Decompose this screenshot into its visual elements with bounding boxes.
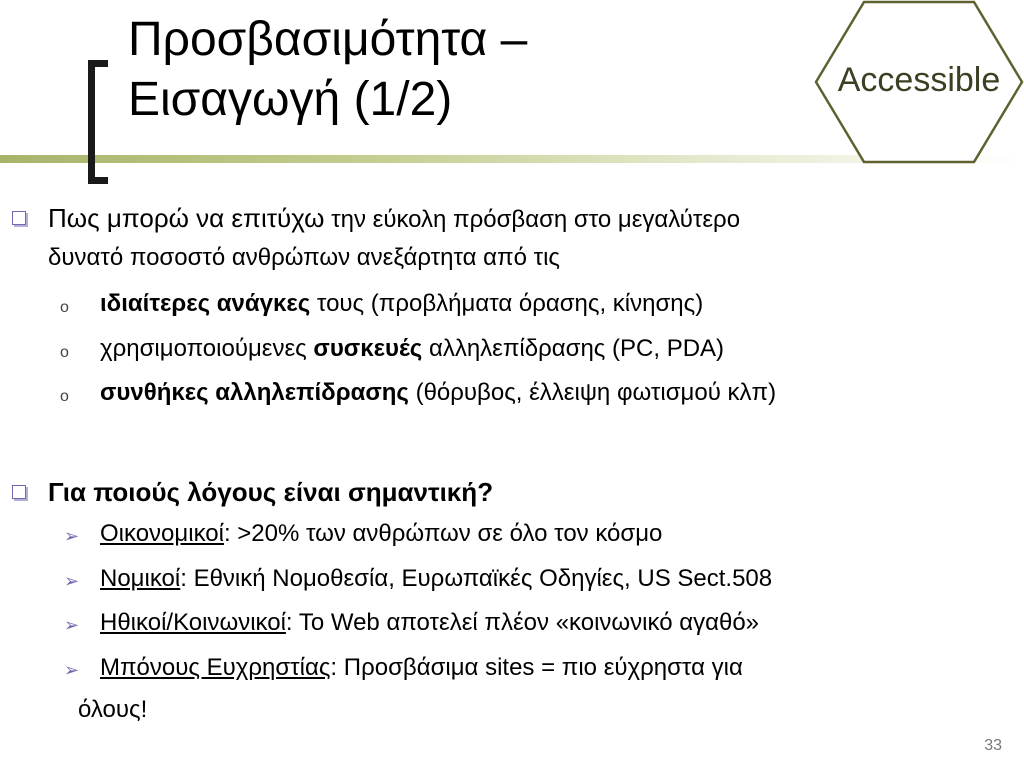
arrow-bullet-icon: ➢ — [64, 571, 80, 591]
sub-bullet-2-4 — [100, 652, 990, 684]
circle-bullet-icon: o — [60, 299, 69, 316]
sub-1-2-bold: συσκευές — [313, 335, 423, 362]
bullet-2 — [48, 474, 978, 510]
title-line-2: Εισαγωγή (1/2) — [128, 73, 453, 126]
sub-2-4-rest2: όλους! — [78, 696, 148, 723]
sub-2-2-rest: : Εθνική Νομοθεσία, Ευρωπαϊκές Οδηγίες, US Sect.508 — [180, 565, 773, 592]
circle-bullet-icon: o — [60, 344, 69, 361]
bullet-1 — [48, 200, 978, 276]
sub-bullet-1-2 — [100, 333, 990, 365]
sub-bullet-2-1 — [100, 518, 990, 550]
sub-1-3-bold: συνθήκες αλληλεπίδρασης — [100, 379, 409, 406]
sub-2-1-rest: : >20% των ανθρώπων σε όλο τον κόσμο — [223, 520, 663, 547]
bullet-1-text-c: δυνατό ποσοστό ανθρώπων ανεξάρτητα από τις — [48, 244, 560, 271]
title-line-1: Προσβασιμότητα – — [128, 13, 528, 66]
bullet-1-text-b: την εύκολη πρόσβαση στο μεγαλύτερο — [324, 206, 741, 233]
sub-1-2-pre: χρησιμοποιούμενες — [100, 335, 314, 362]
arrow-bullet-icon: ➢ — [64, 660, 80, 680]
sub-2-3-under: Ηθικοί/Κοινωνικοί — [100, 609, 286, 636]
sub-1-3-rest: (θόρυβος, έλλειψη φωτισμού κλπ) — [408, 379, 777, 406]
sub-2-1-under: Οικονομικοί — [100, 520, 224, 547]
arrow-bullet-icon: ➢ — [64, 526, 80, 546]
bullet-2-text: Για ποιούς λόγους είναι σημαντική? — [48, 477, 494, 507]
page-number: 33 — [984, 737, 1002, 754]
arrow-bullet-icon: ➢ — [64, 615, 80, 635]
sub-bullet-2-3 — [100, 607, 990, 639]
hexagon-badge-label: Accessible — [837, 61, 1001, 99]
sub-2-4-under: Μπόνους Ευχρηστίας — [100, 654, 331, 681]
square-bullet-icon — [12, 211, 26, 225]
sub-bullet-1-1 — [100, 288, 990, 320]
sub-2-2-under: Νομικοί — [100, 565, 181, 592]
sub-2-4-rest: : Προσβάσιμα sites = πιο εύχρηστα για — [330, 654, 743, 681]
sub-1-2-rest: αλληλεπίδρασης (PC, PDA) — [422, 335, 725, 362]
sub-1-1-rest: τους (προβλήματα όρασης, κίνησης) — [310, 290, 704, 317]
bullet-1-text-a: Πως μπορώ να επιτύχω — [48, 203, 325, 233]
sub-bullet-2-4-cont — [78, 694, 968, 726]
sub-1-1-bold: ιδιαίτερες ανάγκες — [100, 290, 311, 317]
sub-bullet-2-2 — [100, 563, 990, 595]
circle-bullet-icon: o — [60, 388, 69, 405]
sub-2-3-rest: : Το Web αποτελεί πλέον «κοινωνικό αγαθό» — [285, 609, 760, 636]
square-bullet-icon — [12, 485, 26, 499]
sub-bullet-1-3 — [100, 377, 990, 409]
